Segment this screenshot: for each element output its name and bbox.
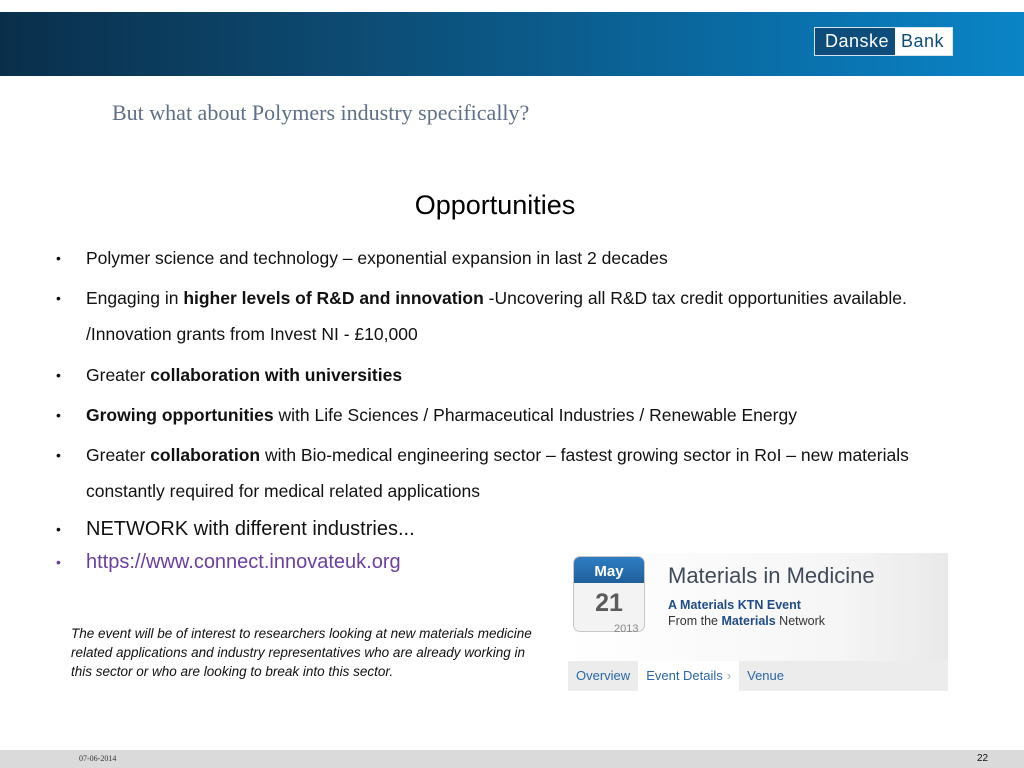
tab-overview[interactable]: Overview — [576, 668, 631, 683]
bullet-list — [56, 240, 956, 580]
event-tabs — [568, 661, 948, 691]
bullet-dot-icon: • — [56, 447, 61, 463]
calendar-day: 21 — [595, 589, 623, 617]
logo-left-text: Danske — [815, 28, 895, 55]
bullet-text-bold: higher levels of R&D and innovation — [183, 288, 484, 308]
tab-venue[interactable]: Venue — [747, 668, 784, 683]
bullet-dot-icon: • — [56, 250, 61, 266]
event-network-line — [668, 614, 825, 628]
bullet-item — [56, 397, 956, 437]
bullet-text-pre: Engaging in — [86, 288, 184, 308]
footer-bar — [0, 750, 1024, 768]
calendar-icon — [574, 557, 644, 631]
tab-event-details-label: Event Details — [646, 668, 723, 683]
bullet-text-post: with Bio-medical engineering sector – fastest growing sector in RoI – new materials constantly required for medical related applications — [86, 445, 909, 501]
footer-date: 07-06-2014 — [79, 754, 117, 763]
bullet-text-pre: Greater — [86, 445, 151, 465]
bullet-text-bold: Growing opportunities — [86, 405, 274, 425]
bullet-text-bold: collaboration with universities — [150, 365, 403, 385]
bullet-text: Polymer science and technology – exponential expansion in last 2 decades — [86, 248, 668, 268]
logo-right-text: Bank — [895, 28, 952, 55]
slide-subtitle: But what about Polymers industry specifically? — [112, 100, 530, 125]
bullet-dot-icon: • — [56, 367, 61, 383]
bullet-item — [56, 511, 956, 544]
bullet-text-bold: collaboration — [150, 445, 261, 465]
event-network-pre: From the — [668, 614, 722, 628]
innovateuk-link[interactable]: https://www.connect.innovateuk.org — [86, 551, 401, 573]
bullet-item — [56, 357, 956, 397]
bullet-dot-icon: • — [56, 290, 61, 306]
bullet-item — [56, 280, 956, 357]
danske-bank-logo — [814, 27, 953, 56]
bullet-text-post: -Uncovering all R&D tax credit opportunities available. /Innovation grants from Invest NI - £10,000 — [86, 288, 907, 344]
bullet-dot-icon: • — [56, 554, 61, 570]
chevron-right-icon: › — [726, 668, 732, 683]
bullet-text-post: with Life Sciences / Pharmaceutical Industries / Renewable Energy — [273, 405, 797, 425]
event-subtitle: A Materials KTN Event — [668, 598, 801, 612]
tab-event-details[interactable] — [638, 661, 739, 691]
page-number: 22 — [977, 753, 989, 764]
bullet-dot-icon: • — [56, 407, 61, 423]
calendar-year: 2013 — [614, 623, 639, 635]
bullet-text-pre: Greater — [86, 365, 151, 385]
event-banner — [568, 553, 948, 691]
event-title: Materials in Medicine — [668, 563, 875, 588]
event-note: The event will be of interest to researchers looking at new materials medicine related applications and industry representatives who are already working in this sector or who are looking to break into this sector. — [71, 626, 532, 679]
event-network-post: Network — [775, 614, 826, 628]
bullet-dot-icon: • — [56, 521, 61, 537]
bullet-item — [56, 437, 956, 511]
event-network-bold: Materials — [721, 614, 776, 628]
slide-heading: Opportunities — [414, 190, 576, 220]
calendar-month: May — [574, 557, 644, 583]
bullet-item — [56, 240, 956, 280]
bullet-text: NETWORK with different industries... — [86, 518, 415, 540]
